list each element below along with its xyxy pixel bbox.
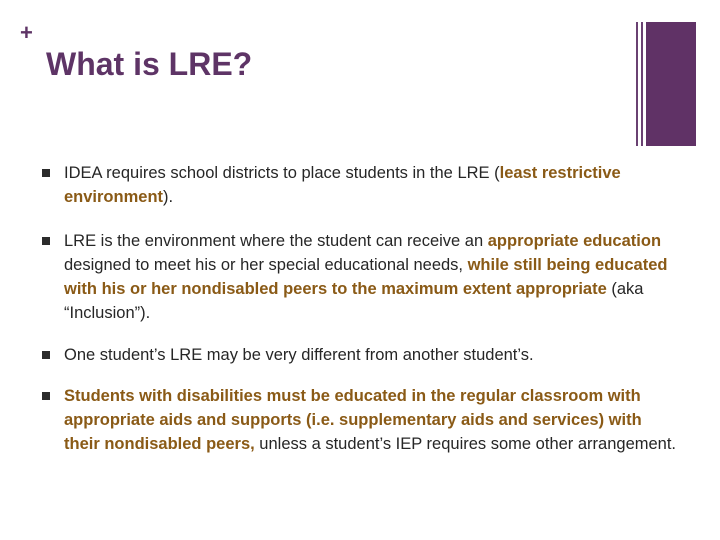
bullet-text: ). bbox=[163, 188, 174, 206]
bullet-text: designed to meet his or her special educational needs, bbox=[64, 256, 468, 274]
bullet-highlight: appropriate education bbox=[487, 232, 662, 250]
bullet-item bbox=[40, 229, 680, 325]
square-bullet-icon bbox=[42, 169, 50, 177]
bullet-text: LRE is the environment where the student can receive an bbox=[64, 232, 488, 250]
decorative-line bbox=[636, 22, 638, 146]
bullet-list bbox=[40, 161, 680, 456]
bullet-text: One student’s LRE may be very different from another student’s. bbox=[64, 346, 534, 364]
bullet-text: unless a student’s IEP requires some other arrangement. bbox=[254, 435, 677, 453]
decorative-block bbox=[646, 22, 696, 146]
bullet-highlight: least restrictive environment bbox=[64, 164, 621, 206]
bullet-text: IDEA requires school districts to place students in the LRE ( bbox=[64, 164, 500, 182]
bullet-highlight: while still being educated with his or her nondisabled peers to the maximum extent appropriate bbox=[64, 256, 668, 298]
slide-title: What is LRE? bbox=[46, 46, 253, 82]
plus-icon: + bbox=[20, 20, 33, 45]
decorative-line bbox=[641, 22, 643, 146]
bullet-item bbox=[40, 161, 680, 209]
square-bullet-icon bbox=[42, 237, 50, 245]
bullet-highlight: Students with disabilities must be educated in the regular classroom with appropriate aids and supports (i.e. supplementary aids and services) with their nondisabled peers, bbox=[64, 387, 642, 453]
square-bullet-icon bbox=[42, 392, 50, 400]
bullet-item bbox=[40, 343, 680, 367]
bullet-text: (aka “Inclusion”). bbox=[64, 280, 644, 322]
square-bullet-icon bbox=[42, 351, 50, 359]
bullet-item bbox=[40, 384, 680, 456]
